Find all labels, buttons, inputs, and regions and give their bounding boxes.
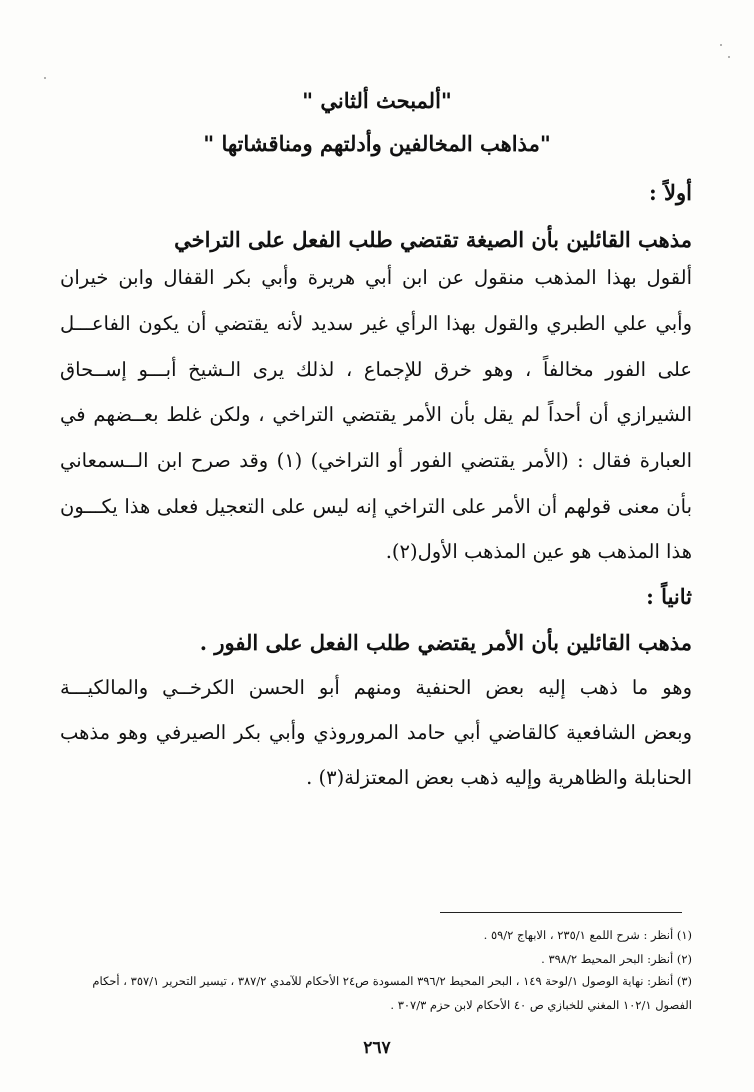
- paragraph-line: ألقول بهذا المذهب منقول عن ابن أبي هريرة وأبي بكر القفال وابن خيران: [60, 266, 692, 289]
- footnote-1: (١) أنظر : شرح اللمع ٢٣٥/١ ، الابهاج ٥٩/٢ .: [483, 928, 692, 942]
- second-label: ثانياً :: [646, 584, 692, 609]
- paragraph-1: [60, 268, 692, 588]
- first-label: أولاً :: [648, 180, 692, 205]
- footnote-2: (٢) أنظر: البحر المحيط ٣٩٨/٢ .: [541, 952, 692, 966]
- first-heading: مذهب القائلين بأن الصيغة تقتضي طلب الفعل على التراخي: [174, 227, 692, 252]
- footnote-3-continued: الفصول ١٠٢/١ المغني للخبازي ص ٤٠ الأحكام لابن حزم ٣٠٧/٣ .: [390, 998, 692, 1012]
- section-subtitle: "مذاهب المخالفين وأدلتهم ومناقشاتها ": [203, 131, 551, 156]
- page-number: ٢٦٧: [363, 1038, 391, 1058]
- footnote-separator: [440, 912, 682, 913]
- paragraph-line: وأبي علي الطبري والقول بهذا الرأي غير سديد لأنه يقتضي أن يكون الفاعـــل: [60, 312, 692, 335]
- paragraph-line: وهو ما ذهب إليه بعض الحنفية ومنهم أبو الحسن الكرخــي والمالكيـــة: [60, 676, 692, 699]
- scan-speck: [720, 44, 722, 46]
- paragraph-line: العبارة فقال : (الأمر يقتضي الفور أو التراخي) (١) وقد صرح ابن الــسمعاني: [60, 449, 692, 472]
- paragraph-line: هذا المذهب هو عين المذهب الأول(٢).: [385, 540, 692, 563]
- paragraph-2: [60, 678, 692, 818]
- paragraph-line: بأن معنى قولهم أن الأمر على التراخي إنه ليس على التعجيل فعلى هذا يكـــون: [60, 495, 692, 518]
- paragraph-line: الشيرازي أن أحداً لم يقل بأن الأمر يقتضي التراخي ، ولكن غلط بعــضهم في: [60, 403, 692, 426]
- scan-speck: [728, 56, 730, 58]
- section-title: "ألمبحث ألثاني ": [302, 88, 452, 113]
- paragraph-line: على الفور مخالفاً ، وهو خرق للإجماع ، لذلك يرى الـشيخ أبـــو إســحاق: [60, 358, 692, 381]
- scan-speck: [44, 77, 46, 79]
- second-heading: مذهب القائلين بأن الأمر يقتضي طلب الفعل على الفور .: [199, 630, 692, 655]
- paragraph-line: وبعض الشافعية كالقاضي أبي حامد المروروذي وأبي بكر الصيرفي وهو مذهب: [60, 721, 692, 744]
- footnote-3: (٣) أنظر: نهاية الوصول ١/لوحة ١٤٩ ، البحر المحيط ٣٩٦/٢ المسودة ص٢٤ الأحكام للآمدي ٣٨٧/٢ ، تيسير التحرير ٣٥٧/١ ، أحكام: [92, 974, 692, 988]
- paragraph-line: الحنابلة والظاهرية وإليه ذهب بعض المعتزلة(٣) .: [306, 766, 692, 789]
